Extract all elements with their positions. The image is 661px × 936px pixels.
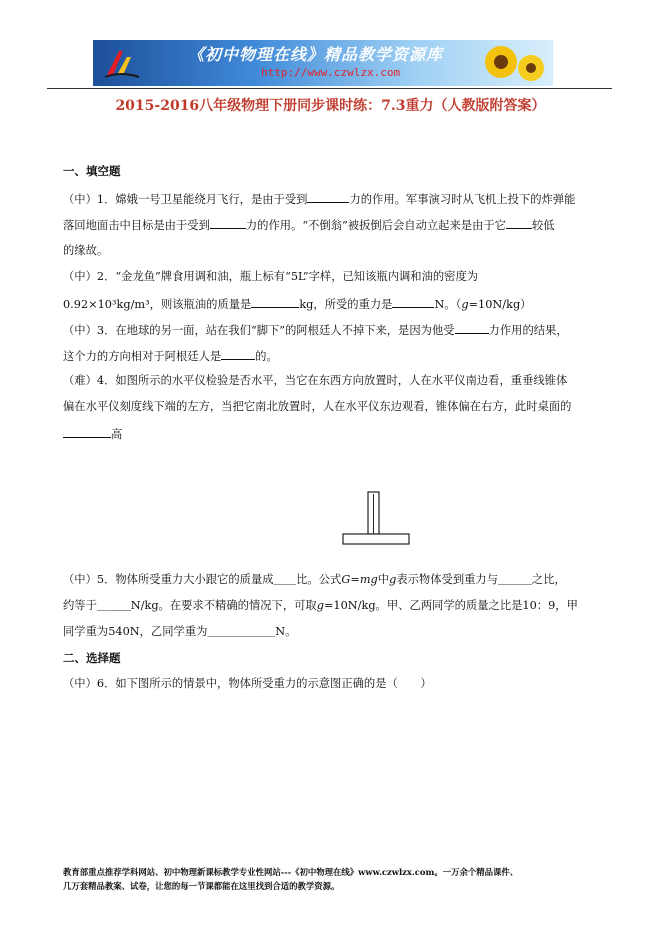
- header-rule: [47, 88, 612, 89]
- q4-line-1: （难）4．如图所示的水平仪检验是否水平，当它在东西方向放置时，人在水平仪南边看，重垂线锥体: [63, 374, 568, 387]
- q2-line-1: （中）2．“金龙鱼”牌食用调和油，瓶上标有“5L”字样，已知该瓶内调和油的密度为: [63, 270, 479, 283]
- q3-blank-2: [221, 348, 255, 360]
- q2-line-2: 0.92×10³kg/m³，则该瓶油的质量是 kg，所受的重力是 N。（g=10N/kg）: [63, 298, 532, 311]
- sunflower-icon: [479, 42, 549, 84]
- q5-line-1: （中）5．物体所受重力大小跟它的质量成＿＿比。公式G=mg中g表示物体受到重力与＿＿＿之比，: [63, 573, 566, 586]
- site-logo-icon: [101, 45, 141, 81]
- q4-line-2: 偏在水平仪刻度线下端的左方，当把它南北放置时，人在水平仪东边观看，锥体偏在右方，此时桌面的: [63, 400, 572, 413]
- banner-title: 《初中物理在线》精品教学资源库: [188, 45, 444, 64]
- q1-blank-1: [307, 191, 349, 203]
- footer-line-1: 教育部重点推荐学科网站、初中物理新课标教学专业性网站---《初中物理在线》www.czwlzx.com。一万余个精品课件、: [63, 867, 519, 877]
- spirit-level-figure: [340, 490, 415, 550]
- q3-line-1: （中）3．在地球的另一面，站在我们“脚下”的阿根廷人不掉下来，是因为他受 力作用的结果，: [63, 324, 568, 337]
- q1-blank-3: [506, 217, 532, 229]
- q1-line-1: （中）1．嫦娥一号卫星能绕月飞行，是由于受到 力的作用。军事演习时从飞机上投下的炸弹能: [63, 193, 576, 206]
- section-fill-blank-heading: 一、填空题: [63, 164, 121, 178]
- q3-line-2: 这个力的方向相对于阿根廷人是 的。: [63, 350, 278, 363]
- q1-blank-2: [210, 217, 246, 229]
- q2-blank-2: [392, 296, 434, 308]
- q1-line-3: 的缘故。: [63, 244, 109, 257]
- q6-line-1: （中）6．如下图所示的情景中，物体所受重力的示意图正确的是（ ）: [63, 677, 432, 690]
- q5-line-3: 同学重为540N，乙同学重为＿＿＿＿＿＿N。: [63, 625, 297, 638]
- header-banner: [93, 40, 553, 86]
- q5-line-2: 约等于＿＿＿N/kg。在要求不精确的情况下，可取g=10N/kg。甲、乙两同学的质量之比是10：9，甲: [63, 599, 578, 612]
- q1-line-2: 落回地面击中目标是由于受到 力的作用。“不倒翁”被扳倒后会自动立起来是由于它 较低: [63, 219, 555, 232]
- q2-blank-1: [251, 296, 299, 308]
- banner-url[interactable]: http://www.czwlzx.com: [261, 66, 401, 79]
- section-multiple-choice-heading: 二、选择题: [63, 651, 121, 665]
- q4-blank-1: [63, 426, 111, 438]
- q4-line-3: 高: [63, 426, 122, 442]
- document-title: 2015-2016八年级物理下册同步课时练：7.3重力（人教版附答案）: [115, 98, 546, 114]
- footer-line-2: 几万套精品教案、试卷，让您的每一节课都能在这里找到合适的教学资源。: [63, 881, 340, 891]
- q3-blank-1: [455, 322, 489, 334]
